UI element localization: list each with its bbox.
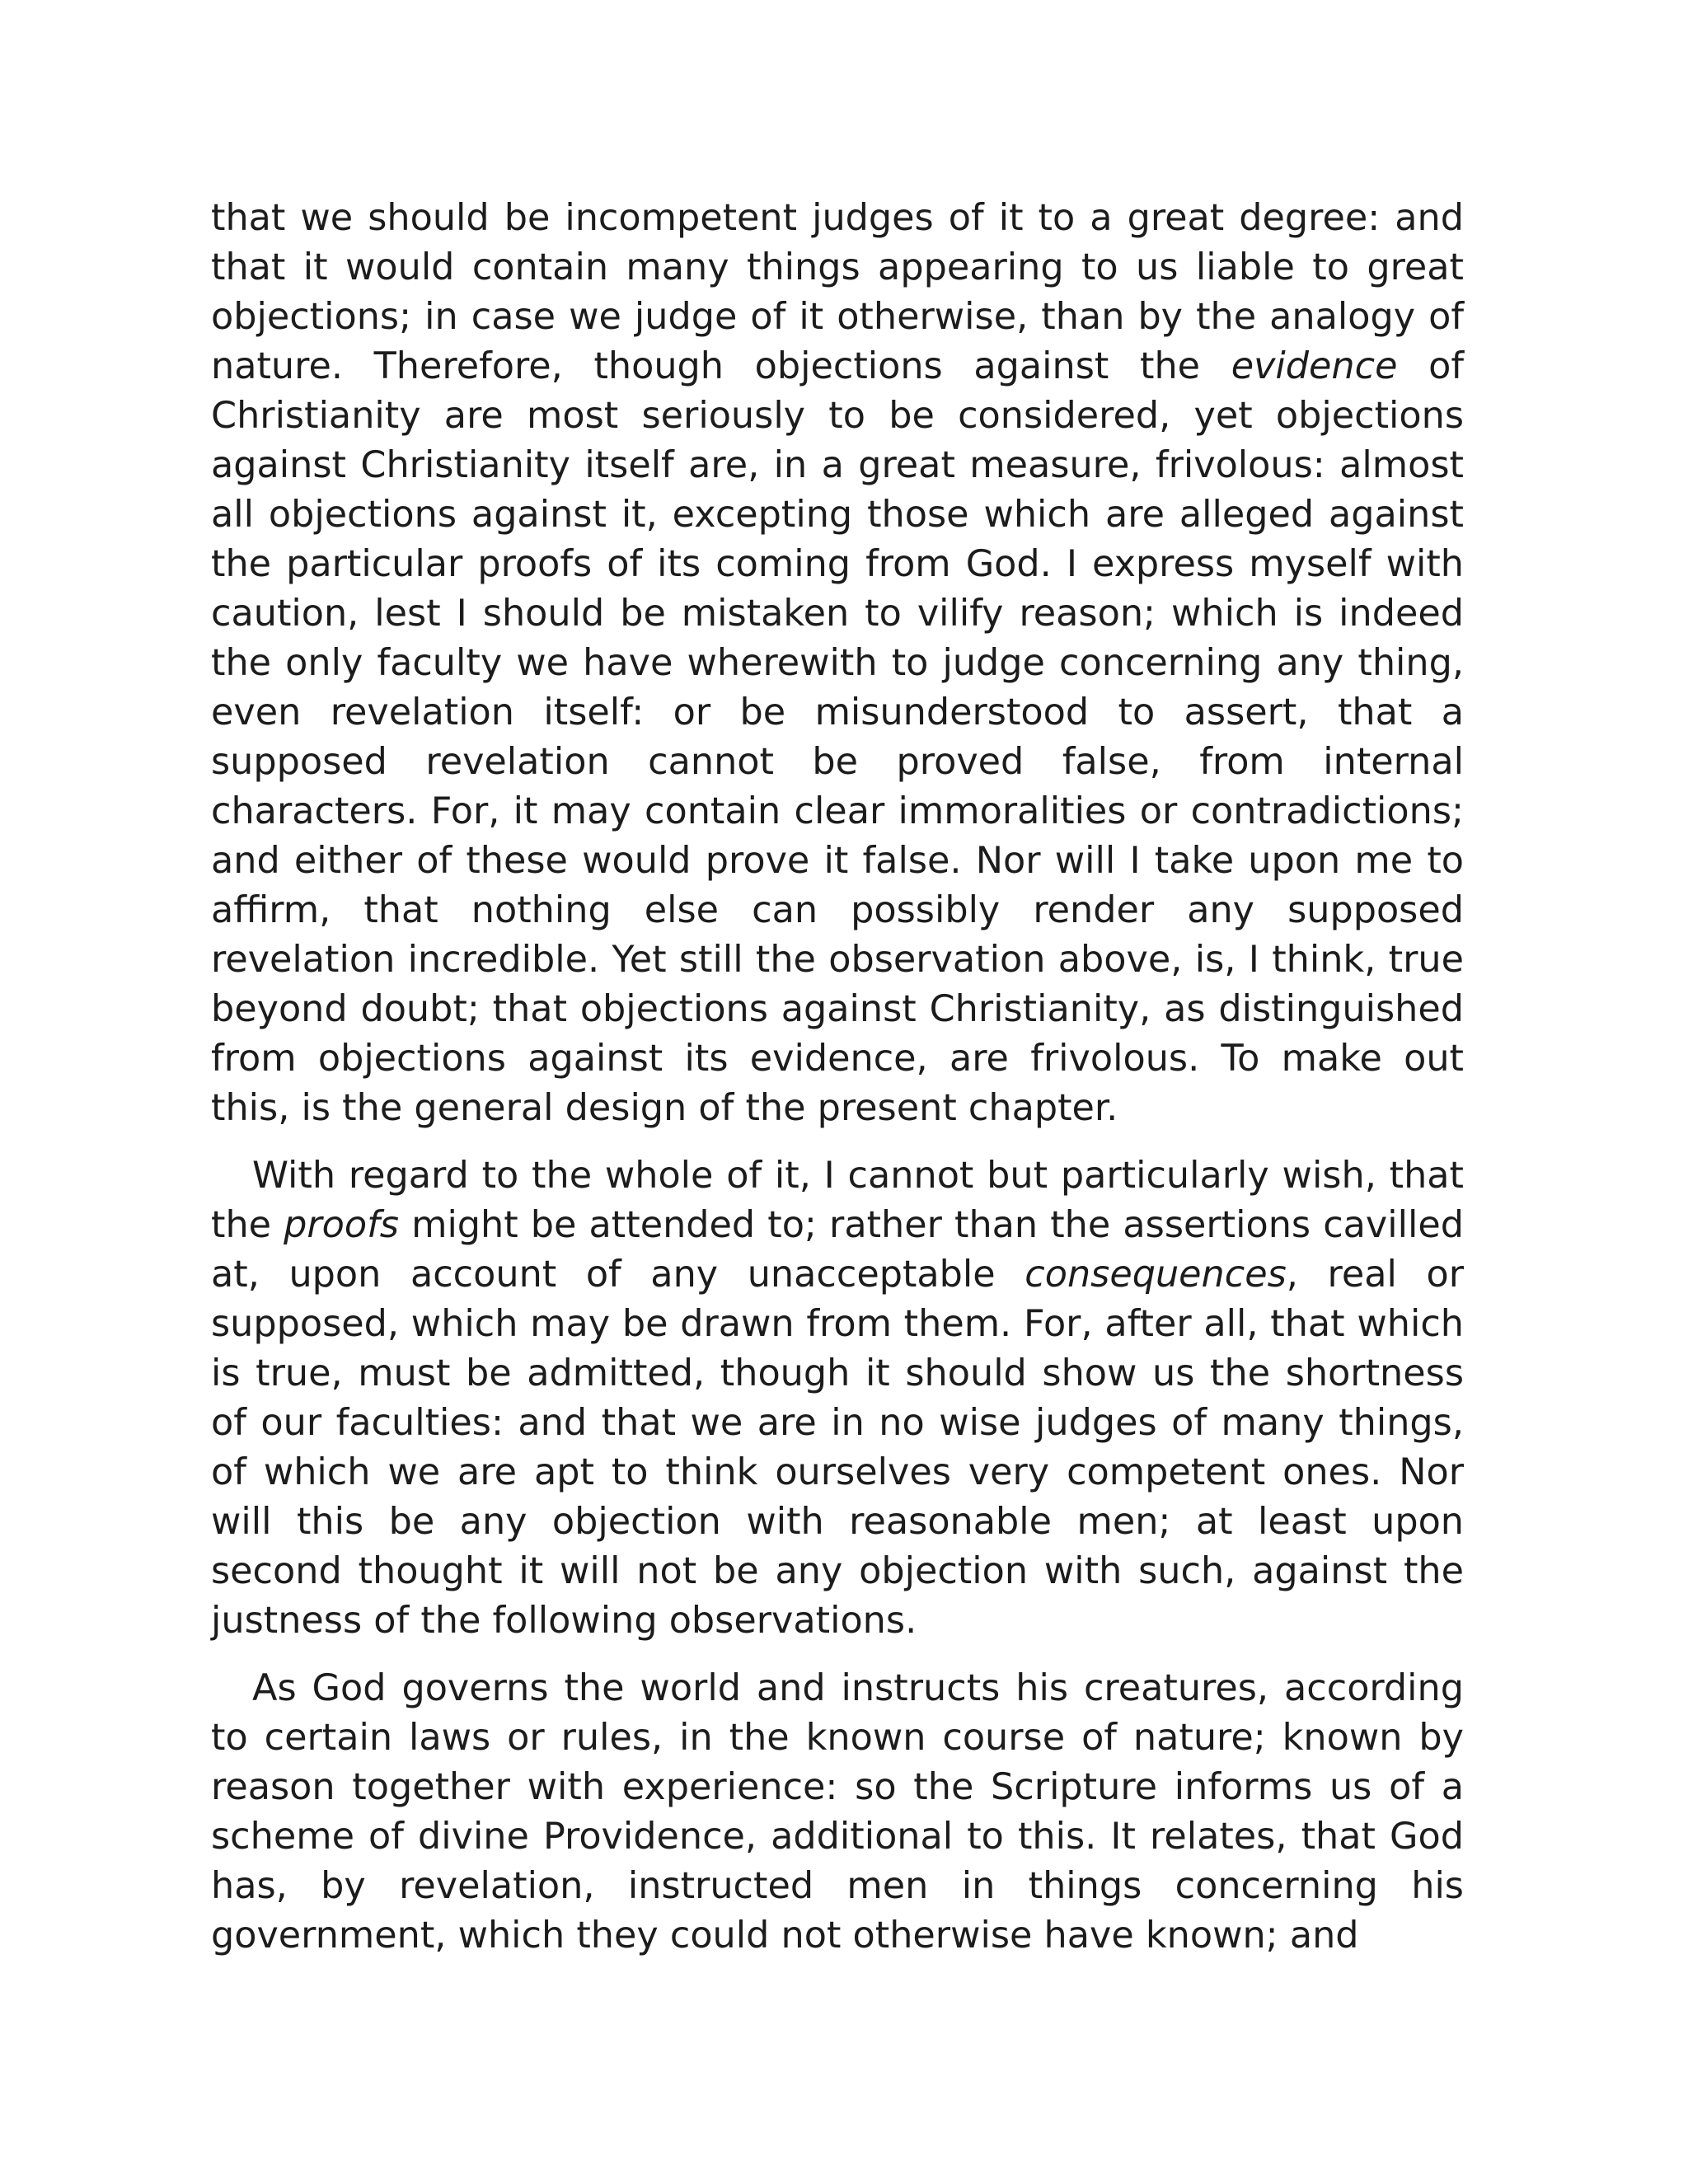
paragraph-1-run-3: of Christianity are most seriously to be considered, yet objections against Christianity itself are, in a great measure, frivolous: almost all objections against it, excepting those which are alleged against the particular proofs of its coming from God. I express myself with caution, lest I should be mistaken to vilify reason; which is indeed the only faculty we have wherewith to judge concerning any thing, even revelation itself: or be misunderstood to assert, that a supposed revelation cannot be proved false, from internal characters. For, it may contain clear immoralities or contradictions; and either of these would prove it false. Nor will I take upon me to affirm, that nothing else can possibly render any supposed revelation incredible. Yet still the observation above, is, I think, true beyond doubt; that objections against Christianity, as distinguished from objections against its evidence, are frivolous. To make out this, is the general design of the present chapter. — [211, 345, 1464, 1129]
document-page — [211, 194, 1464, 1961]
paragraph-1-run-1: that we should be incompetent judges of it to a great degree: and that it would contain many things appearing to us liable to great objections; in case we judge of it otherwise, than by the analogy of nature. Therefore, though objections against the — [211, 197, 1464, 387]
paragraph-2-italic-consequences: consequences — [1025, 1254, 1287, 1296]
paragraph-3-run-1: As God governs the world and instructs his creatures, according to certain laws or rules, in the known course of nature; known by reason together with experience: so the Scripture informs us of a scheme of divine Providence, additional to this. It relates, that God has, by revelation, instructed men in things concerning his government, which they could not otherwise have known; and — [211, 1667, 1464, 1957]
paragraph-2 — [211, 1151, 1464, 1646]
paragraph-1-italic-evidence: evidence — [1231, 345, 1398, 387]
paragraph-3 — [211, 1664, 1464, 1961]
paragraph-2-run-3: might be attended to; rather than the assertions cavilled at, upon account of any unacceptable — [211, 1204, 1464, 1296]
paragraph-2-italic-proofs: proofs — [284, 1204, 399, 1246]
paragraph-1 — [211, 194, 1464, 1133]
paragraph-2-run-1: With regard to the whole of it, I cannot but particularly wish, that the — [211, 1155, 1464, 1246]
paragraph-2-run-5: , real or supposed, which may be drawn from them. For, after all, that which is true, must be admitted, though it should show us the shortness of our faculties: and that we are in no wise judges of many things, of which we are apt to think ourselves very competent ones. Nor will this be any objection with reasonable men; at least upon second thought it will not be any objection with such, against the justness of the following observations. — [211, 1254, 1464, 1642]
